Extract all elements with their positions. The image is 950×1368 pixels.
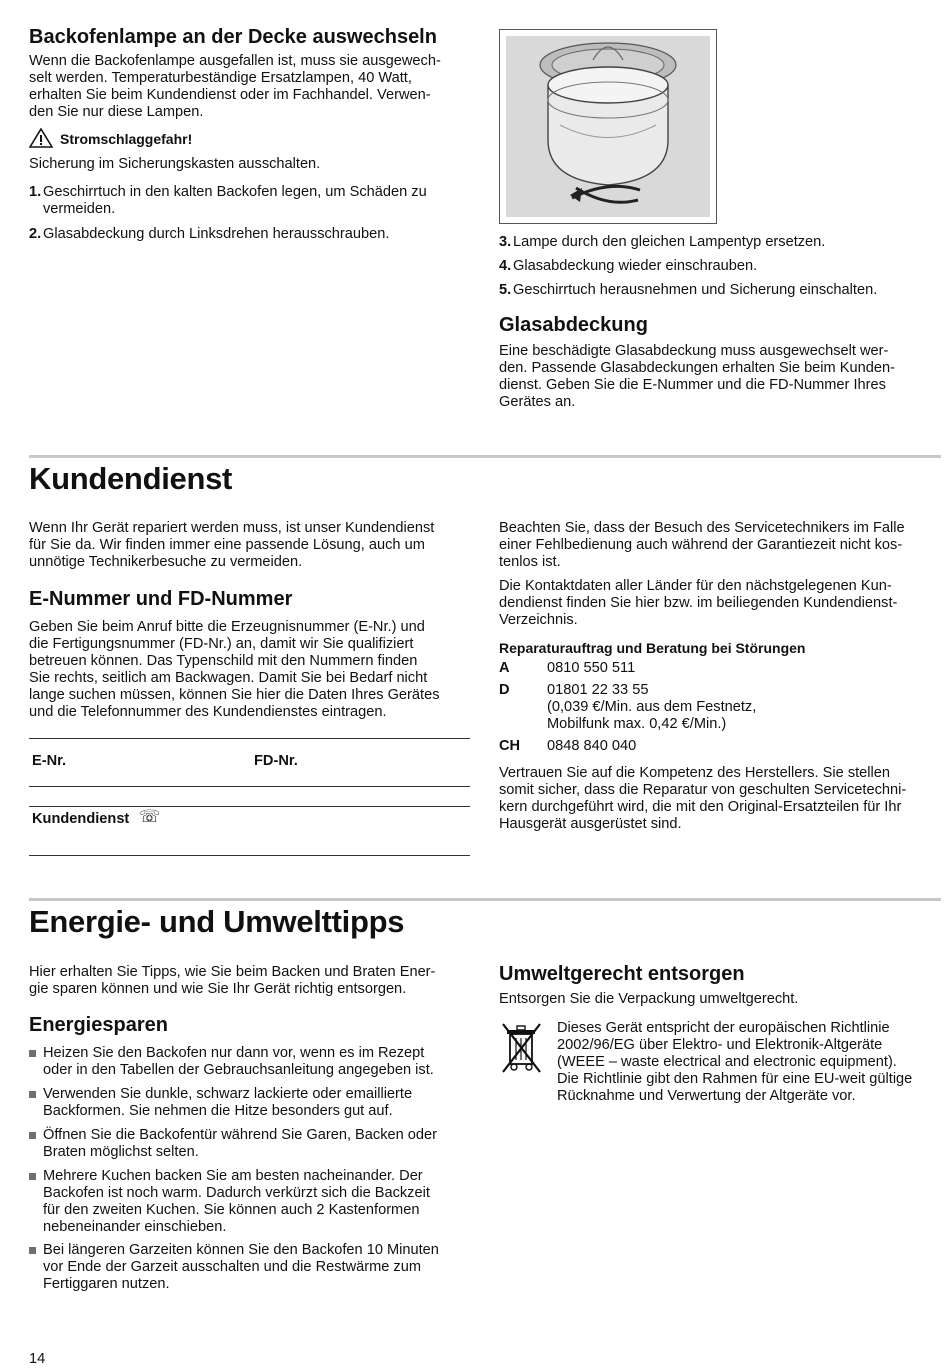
- enr-text: Geben Sie beim Anruf bitte die Erzeugnisnummer (E-Nr.) und die Fertigungsnummer (FD-Nr.) an, damit wir Sie qualifiziert betreuen können. Das Typenschild mit den Nummern finden Sie rechts, seitlich am Backwagen. Damit Sie bei Bedarf nicht lange suchen müssen, können Sie hier die Daten Ihres Gerätes und die Telefonnummer des Kundendienstes eintragen.: [29, 619, 440, 720]
- bullet-icon: [29, 1091, 36, 1098]
- lamp-illustration: [499, 29, 717, 224]
- phone-icon: ☏: [139, 807, 161, 826]
- form-line: [29, 786, 470, 787]
- section-divider: [29, 898, 941, 901]
- lamp-section-title: Backofenlampe an der Decke auswechseln: [29, 26, 437, 48]
- lamp-cover-drawing-icon: [500, 30, 716, 223]
- umwelt-title: Umweltgerecht entsorgen: [499, 963, 745, 985]
- manufacturer-note: Vertrauen Sie auf die Kompetenz des Herstellers. Sie stellen somit sicher, dass die Reparatur von geschulten Servicetechni- kern durchgeführt wird, die mit den Original-Ersatzteilen für Ihr Hausgerät ausgerüstet sind.: [499, 765, 907, 832]
- form-line: [29, 806, 470, 807]
- kundendienst-intro: Wenn Ihr Gerät repariert werden muss, ist unser Kundendienst für Sie da. Wir finden immer eine passende Lösung, auch um unnötige Technikerbesuche zu vermeiden.: [29, 520, 435, 570]
- glas-text: Eine beschädigte Glasabdeckung muss ausgewechselt wer- den. Passende Glasabdeckungen erhalten Sie beim Kunden- dienst. Geben Sie die E-Nummer und die FD-Nummer Ihres Gerätes an.: [499, 343, 895, 410]
- energiesparen-title: Energiesparen: [29, 1014, 168, 1036]
- weee-text: Dieses Gerät entspricht der europäischen Richtlinie 2002/96/EG über Elektro- und Elektronik-Altgeräte (WEEE – waste electrical and electronic equipment). Die Richtlinie gibt den Rahmen für eine EU-weit gültige Rücknahme und Verwertung der Altgeräte vor.: [557, 1020, 913, 1104]
- enr-label: E-Nr.: [32, 753, 67, 769]
- umwelt-intro: Entsorgen Sie die Verpackung umweltgerecht.: [499, 991, 799, 1007]
- bullet-icon: [29, 1132, 36, 1139]
- bullet-icon: [29, 1247, 36, 1254]
- contacts-title: Reparaturauftrag und Beratung bei Störungen: [499, 640, 806, 656]
- energie-intro: Hier erhalten Sie Tipps, wie Sie beim Backen und Braten Ener- gie sparen können und wie Sie Ihr Gerät richtig entsorgen.: [29, 964, 436, 997]
- glas-title: Glasabdeckung: [499, 314, 648, 336]
- enr-title: E-Nummer und FD-Nummer: [29, 588, 293, 610]
- kundendienst-title: Kundendienst: [29, 461, 233, 496]
- warning-title: Stromschlaggefahr!: [60, 131, 193, 147]
- service-note: Beachten Sie, dass der Besuch des Servicetechnikers im Falle einer Fehlbedienung auch während der Garantiezeit nicht kos- tenlos ist.: [499, 520, 905, 570]
- weee-bin-icon: [500, 1020, 544, 1076]
- section-divider: [29, 455, 941, 458]
- warning-triangle-icon: [29, 128, 53, 148]
- form-line: [29, 738, 470, 739]
- form-line: [29, 855, 470, 856]
- fdnr-label: FD-Nr.: [254, 753, 298, 769]
- energie-title: Energie- und Umwelttipps: [29, 904, 405, 939]
- kundendienst-label: Kundendienst: [32, 811, 130, 827]
- bullet-icon: [29, 1050, 36, 1057]
- lamp-intro: Wenn die Backofenlampe ausgefallen ist, muss sie ausgewech- selt werden. Temperaturbeständige Ersatzlampen, 40 Watt, erhalten Sie beim Kundendienst oder im Fachhandel. Verwen- den Sie nur diese Lampen.: [29, 53, 441, 120]
- contact-note: Die Kontaktdaten aller Länder für den nächstgelegenen Kun- dendienst finden Sie hier bzw. im beiliegenden Kundendienst- Verzeichnis.: [499, 578, 898, 628]
- bullet-icon: [29, 1173, 36, 1180]
- page-number: 14: [29, 1351, 46, 1367]
- warning-text: Sicherung im Sicherungskasten ausschalten.: [29, 156, 321, 172]
